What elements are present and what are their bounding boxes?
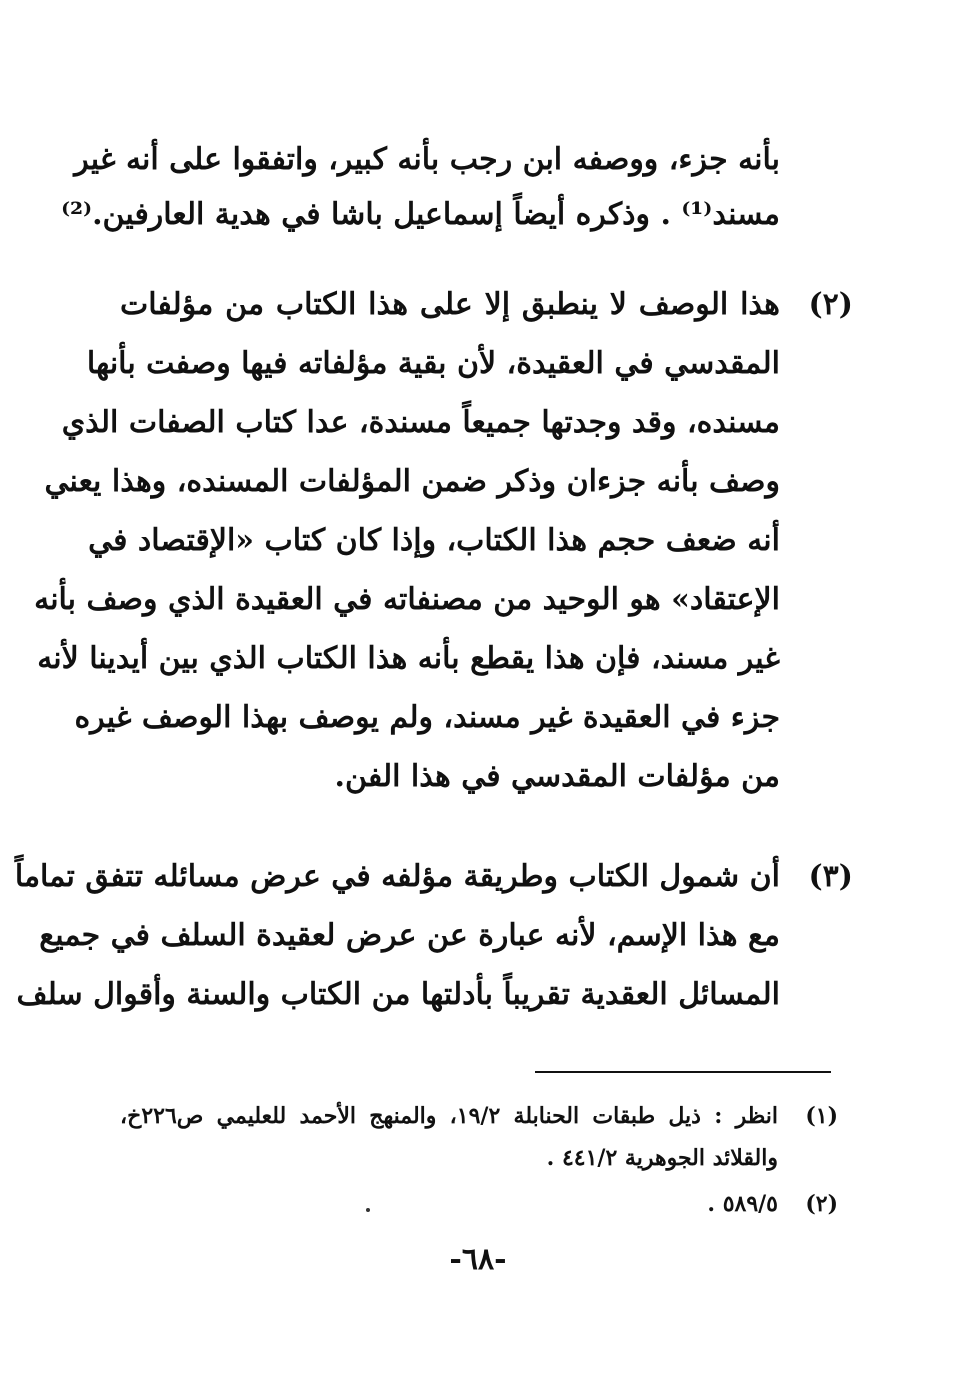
item-line: الإعتقاد» هو الوحيد من مصنفاته في العقيدة الذي وصف بأنه <box>34 582 780 617</box>
item-line: وصف بأنه جزءان وذكر ضمن المؤلفات المسنده، وهذا يعني <box>44 464 780 499</box>
footnote-line: والقلائد الجوهرية ٤٤١/٢ . <box>546 1145 778 1171</box>
item-line: مسنده، وقد وجدتها جميعاً مسندة، عدا كتاب الصفات الذي <box>61 405 780 440</box>
item-line: المسائل العقدية تقريباً بأدلتها من الكتاب والسنة وأقوال سلف <box>16 977 780 1012</box>
item-line: المقدسي في العقيدة، لأن بقية مؤلفاته فيها وصفت بأنها <box>86 346 780 381</box>
item-number: (٢) <box>808 287 853 322</box>
item-line: أنه ضعف حجم هذا الكتاب، وإذا كان كتاب «الإقتصاد في <box>88 523 780 558</box>
item-line: من مؤلفات المقدسي في هذا الفن. <box>334 759 780 794</box>
item-line: هذا الوصف لا ينطبق إلا على هذا الكتاب من مؤلفات <box>120 287 780 322</box>
intro-line-2: مسند⁽¹⁾ . وذكره أيضاً إسماعيل باشا في هدية العارفين.⁽²⁾ <box>61 197 780 232</box>
item-number: (٣) <box>808 859 853 894</box>
speck-mark <box>366 1208 370 1212</box>
page-number: -٦٨- <box>449 1242 507 1277</box>
item-line: غير مسند، فإن هذا يقطع بأنه هذا الكتاب الذي بين أيدينا لأنه <box>37 641 780 676</box>
intro-line-1: بأنه جزء، ووصفه ابن رجب بأنه كبير، واتفقوا على أنه غير <box>74 142 780 177</box>
footnote-number: (١) <box>805 1103 838 1129</box>
footnote-line: ٥٨٩/٥ . <box>707 1191 778 1217</box>
item-line: جزء في العقيدة غير مسند، ولم يوصف بهذا الوصف غيره <box>74 700 780 735</box>
item-line: أن شمول الكتاب وطريقة مؤلفه في عرض مسائله تتفق تماماً <box>14 859 780 894</box>
footnote-number: (٢) <box>805 1191 838 1217</box>
footnote-divider <box>535 1071 831 1073</box>
item-line: مع هذا الإسم، لأنه عبارة عن عرض لعقيدة السلف في جميع <box>39 918 780 953</box>
footnote-line: انظر : ذيل طبقات الحنابلة ١٩/٢، والمنهج الأحمد للعليمي ص٢٢٦خ، <box>120 1103 779 1129</box>
